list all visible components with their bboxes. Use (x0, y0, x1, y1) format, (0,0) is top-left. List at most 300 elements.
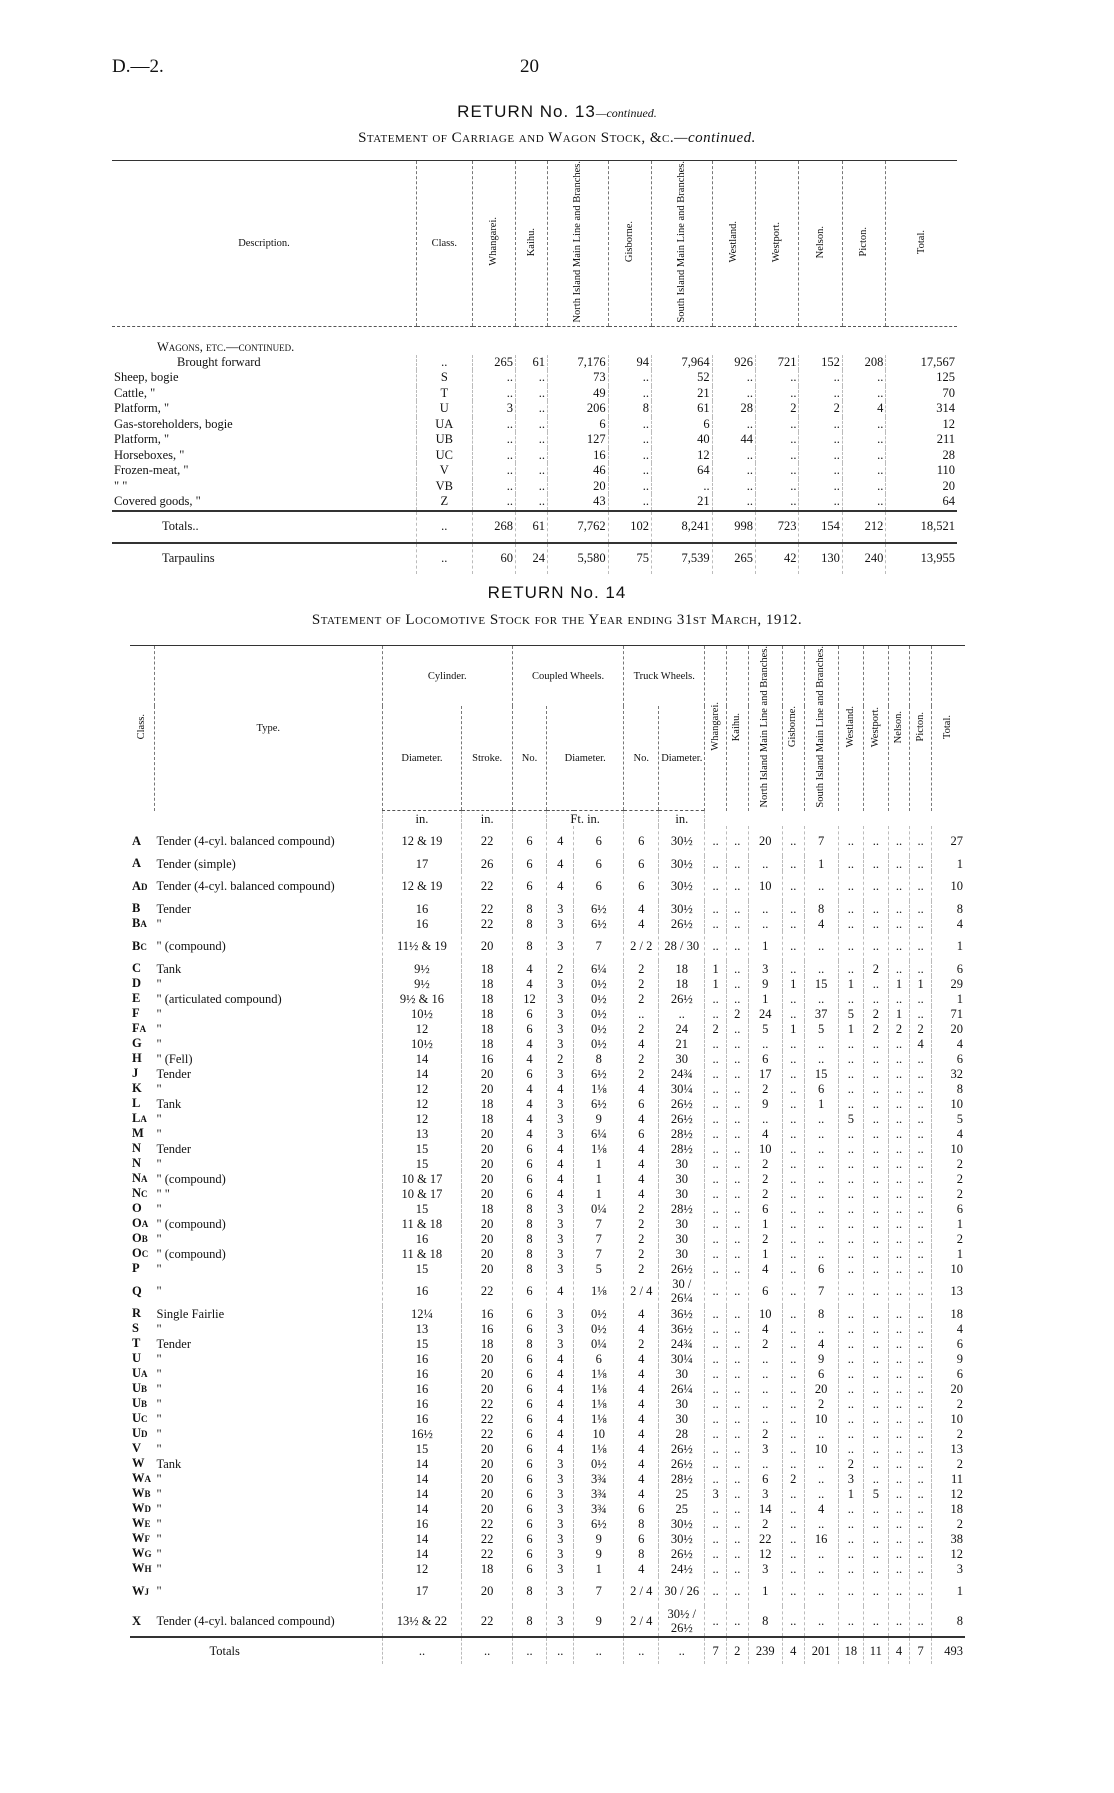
picton-cell: .. (910, 1171, 932, 1186)
north-island-cell: 3 (748, 1441, 782, 1456)
westport-cell: .. (864, 1516, 889, 1531)
value-cell: 208 (842, 355, 885, 371)
return-13-subtitle-suffix: —continued. (674, 130, 756, 146)
cylinder-diameter-cell: 17 (382, 856, 462, 871)
cylinder-diameter-cell: 13 (382, 1321, 462, 1336)
class-letter: X (132, 1613, 142, 1628)
coupled-no-cell: 8 (512, 1201, 546, 1216)
cylinder-diameter-cell: 10½ (382, 1006, 462, 1021)
coupled-no-cell: 6 (512, 1456, 546, 1471)
cylinder-diameter-cell: .. (382, 1637, 462, 1664)
class-cell (130, 1111, 155, 1126)
westland-cell: .. (838, 916, 863, 931)
south-island-cell: 4 (804, 1501, 838, 1516)
whangarei-cell: .. (705, 901, 727, 916)
coupled-no-cell: 6 (512, 1276, 546, 1306)
north-island-cell: 8 (748, 1606, 782, 1637)
coupled-ft-cell: 4 (547, 1381, 574, 1396)
whangarei-cell: .. (705, 1576, 727, 1606)
whangarei-cell: .. (705, 1411, 727, 1426)
gisborne-cell: .. (782, 1426, 804, 1441)
truck-no-cell: 8 (624, 1546, 659, 1561)
coupled-no-cell: 4 (512, 1036, 546, 1051)
class-letter: A (132, 833, 142, 848)
nelson-cell: .. (888, 991, 910, 1006)
class-cell: VB (417, 479, 473, 495)
class-cell (130, 871, 155, 901)
class-letter: W (132, 1471, 145, 1486)
class-letter: P (132, 1261, 140, 1276)
coupled-no-cell: 6 (512, 1186, 546, 1201)
total-cell: 29 (931, 976, 965, 991)
picton-cell: .. (910, 1576, 932, 1606)
class-cell (130, 826, 155, 856)
class-suffix: D (144, 1504, 151, 1515)
coupled-no-cell: 8 (512, 1246, 546, 1261)
truck-no-cell: 2 / 2 (624, 931, 659, 961)
picton-cell: .. (910, 931, 932, 961)
truck-diameter-cell: 26½ (659, 1096, 705, 1111)
coupled-in-cell: 1⅛ (574, 1366, 624, 1381)
coupled-ft-cell: 3 (547, 1216, 574, 1231)
value-cell: 8 (608, 401, 651, 417)
coupled-in-cell: 3¾ (574, 1501, 624, 1516)
north-island-cell: 1 (748, 1576, 782, 1606)
coupled-ft-cell: 4 (547, 856, 574, 871)
truck-diameter-cell: 30 (659, 1411, 705, 1426)
coupled-no-cell: 8 (512, 916, 546, 931)
kaihu-cell: .. (726, 1561, 748, 1576)
south-island-cell: .. (804, 871, 838, 901)
value-cell: 43 (548, 494, 609, 511)
picton-cell: .. (910, 871, 932, 901)
total-cell: 12 (931, 1486, 965, 1501)
truck-no-cell: 4 (624, 1366, 659, 1381)
coupled-in-cell: 1⅛ (574, 1081, 624, 1096)
return-13-title (0, 102, 1114, 122)
kaihu-cell: .. (726, 901, 748, 916)
total-cell: 2 (931, 1516, 965, 1531)
coupled-ft-cell: 3 (547, 931, 574, 961)
class-cell (130, 1516, 155, 1531)
class-cell (130, 1576, 155, 1606)
unit-label: Ft. in. (547, 811, 624, 827)
westland-cell: .. (838, 1186, 863, 1201)
carriage-wagon-stock-table (112, 160, 957, 574)
type-cell: Tender (4-cyl. balanced compound) (156, 1614, 335, 1629)
coupled-in-cell: 1⅛ (574, 1411, 624, 1426)
gisborne-cell: .. (782, 1261, 804, 1276)
value-cell: .. (712, 417, 755, 433)
table-row (130, 1321, 965, 1336)
picton-cell: .. (910, 916, 932, 931)
value-cell: .. (608, 370, 651, 386)
north-island-cell: .. (748, 916, 782, 931)
type-cell: " (156, 1561, 162, 1576)
class-cell (130, 916, 155, 931)
north-island-cell: 6 (748, 1201, 782, 1216)
value-cell: 16 (548, 448, 609, 464)
coupled-ft-cell: 3 (547, 1456, 574, 1471)
coupled-ft-cell: 3 (547, 1021, 574, 1036)
south-island-cell: 6 (804, 1081, 838, 1096)
westland-cell: .. (838, 1246, 863, 1261)
value-cell: 61 (516, 355, 548, 371)
gisborne-cell: .. (782, 1441, 804, 1456)
value-cell: .. (799, 494, 842, 511)
cylinder-diameter-cell: 15 (382, 1261, 462, 1276)
picton-cell: .. (910, 1471, 932, 1486)
coupled-ft-cell: 3 (547, 1126, 574, 1141)
value-cell: 7,762 (548, 511, 609, 543)
class-cell (130, 901, 155, 916)
westland-cell: .. (838, 1426, 863, 1441)
stroke-cell: 22 (462, 1546, 513, 1561)
gisborne-cell: .. (782, 1006, 804, 1021)
coupled-no-cell: 6 (512, 1381, 546, 1396)
col-truck-no: No. (624, 706, 659, 811)
westland-cell: .. (838, 931, 863, 961)
type-cell: " (156, 1111, 162, 1126)
coupled-in-cell: 9 (574, 1606, 624, 1637)
value-cell: .. (842, 432, 885, 448)
table-row (130, 1201, 965, 1216)
south-island-cell: .. (804, 1561, 838, 1576)
col-district (804, 646, 838, 811)
truck-diameter-cell: 30 (659, 1231, 705, 1246)
value-cell: .. (712, 479, 755, 495)
class-suffix: A (141, 1369, 148, 1380)
stroke-cell: 22 (462, 1516, 513, 1531)
coupled-in-cell: 9 (574, 1546, 624, 1561)
class-cell (130, 961, 155, 976)
truck-no-cell: 4 (624, 1471, 659, 1486)
total-cell: 6 (931, 1366, 965, 1381)
col-district (726, 646, 748, 811)
table-row (130, 1396, 965, 1411)
total-cell: 4 (931, 1036, 965, 1051)
westport-cell: .. (864, 1576, 889, 1606)
class-letter: B (132, 916, 141, 931)
westport-cell: .. (864, 1126, 889, 1141)
kaihu-cell: .. (726, 1171, 748, 1186)
coupled-ft-cell: 4 (547, 1186, 574, 1201)
col-district (931, 646, 965, 811)
total-cell: 9 (931, 1351, 965, 1366)
cylinder-diameter-cell: 14 (382, 1471, 462, 1486)
westland-cell: .. (838, 826, 863, 856)
nelson-cell: .. (888, 1501, 910, 1516)
table-row (130, 856, 965, 871)
coupled-no-cell: 6 (512, 1411, 546, 1426)
north-island-cell: 2 (748, 1426, 782, 1441)
westport-cell: .. (864, 1561, 889, 1576)
table-row (130, 976, 965, 991)
gisborne-cell: .. (782, 931, 804, 961)
unit-label: in. (462, 811, 513, 827)
class-cell: UC (417, 448, 473, 464)
table-row (112, 479, 957, 495)
coupled-in-cell: 1⅛ (574, 1381, 624, 1396)
truck-diameter-cell: 28½ (659, 1471, 705, 1486)
gisborne-cell: .. (782, 1036, 804, 1051)
value-cell: 127 (548, 432, 609, 448)
type-cell: " (156, 1036, 162, 1051)
truck-no-cell: 2 (624, 991, 659, 1006)
class-letter: O (132, 1231, 142, 1246)
coupled-in-cell: 9 (574, 1531, 624, 1546)
truck-diameter-cell: 30 (659, 1246, 705, 1261)
cylinder-diameter-cell: 11 & 18 (382, 1216, 462, 1231)
cylinder-diameter-cell: 12 & 19 (382, 871, 462, 901)
kaihu-cell: .. (726, 1231, 748, 1246)
coupled-no-cell: 6 (512, 1426, 546, 1441)
kaihu-cell: .. (726, 1411, 748, 1426)
coupled-no-cell: 6 (512, 1501, 546, 1516)
north-island-cell: .. (748, 1381, 782, 1396)
westport-cell: .. (864, 1201, 889, 1216)
table-row (112, 355, 957, 371)
col-header-label: Whangarei. (487, 217, 499, 267)
truck-no-cell: 2 (624, 1231, 659, 1246)
coupled-no-cell: 6 (512, 1351, 546, 1366)
north-island-cell: 1 (748, 1216, 782, 1231)
westland-cell: .. (838, 856, 863, 871)
col-cylinder-stroke: Stroke. (462, 706, 513, 811)
class-cell (130, 1366, 155, 1381)
cylinder-diameter-cell: 11½ & 19 (382, 931, 462, 961)
coupled-in-cell: 1 (574, 1156, 624, 1171)
table-row (130, 1006, 965, 1021)
truck-diameter-cell: 30 / 26 (659, 1576, 705, 1606)
type-cell: Tender (simple) (156, 856, 236, 871)
value-cell: .. (472, 494, 515, 511)
total-cell: 11 (931, 1471, 965, 1486)
table-row (130, 1126, 965, 1141)
westland-cell: .. (838, 1516, 863, 1531)
truck-diameter-cell: 18 (659, 976, 705, 991)
table-row (130, 931, 965, 961)
coupled-in-cell: 6 (574, 1351, 624, 1366)
truck-diameter-cell: 24¾ (659, 1066, 705, 1081)
westland-cell: .. (838, 871, 863, 901)
total-cell: 4 (931, 1126, 965, 1141)
coupled-ft-cell: 4 (547, 826, 574, 856)
coupled-no-cell: 8 (512, 931, 546, 961)
westland-cell: .. (838, 1411, 863, 1426)
kaihu-cell: .. (726, 1351, 748, 1366)
description-cell: Platform, " (114, 401, 170, 416)
truck-no-cell: 2 (624, 1246, 659, 1261)
coupled-in-cell: 7 (574, 1246, 624, 1261)
whangarei-cell: 1 (705, 961, 727, 976)
total-cell: 32 (931, 1066, 965, 1081)
kaihu-cell: .. (726, 976, 748, 991)
westport-cell: .. (864, 1156, 889, 1171)
col-district-label: Whangarei. (709, 702, 721, 752)
north-island-cell: 12 (748, 1546, 782, 1561)
coupled-no-cell: 6 (512, 1471, 546, 1486)
coupled-no-cell: 4 (512, 961, 546, 976)
description-cell: Sheep, bogie (114, 370, 179, 385)
nelson-cell: .. (888, 1561, 910, 1576)
truck-diameter-cell: 30 (659, 1216, 705, 1231)
coupled-in-cell: 1⅛ (574, 1141, 624, 1156)
westport-cell: .. (864, 976, 889, 991)
gisborne-cell: .. (782, 1141, 804, 1156)
gisborne-cell: .. (782, 916, 804, 931)
coupled-no-cell: 6 (512, 856, 546, 871)
north-island-cell: 4 (748, 1126, 782, 1141)
type-cell: " (156, 1321, 162, 1336)
south-island-cell: 201 (804, 1637, 838, 1664)
gisborne-cell: .. (782, 1276, 804, 1306)
coupled-in-cell: 6½ (574, 1096, 624, 1111)
coupled-no-cell: 6 (512, 1441, 546, 1456)
class-cell (130, 1201, 155, 1216)
nelson-cell: .. (888, 1111, 910, 1126)
class-cell (130, 1171, 155, 1186)
picton-cell: .. (910, 1441, 932, 1456)
nelson-cell: .. (888, 1156, 910, 1171)
north-island-cell: .. (748, 901, 782, 916)
whangarei-cell: .. (705, 1111, 727, 1126)
table-row (130, 1516, 965, 1531)
value-cell: .. (472, 479, 515, 495)
coupled-in-cell: 0½ (574, 1456, 624, 1471)
value-cell: 721 (756, 355, 799, 371)
nelson-cell: .. (888, 1081, 910, 1096)
total-cell: 8 (931, 1606, 965, 1637)
truck-no-cell: 4 (624, 1186, 659, 1201)
cylinder-diameter-cell: 13½ & 22 (382, 1606, 462, 1637)
stroke-cell: 20 (462, 1366, 513, 1381)
whangarei-cell: .. (705, 826, 727, 856)
nelson-cell: .. (888, 931, 910, 961)
value-cell: 2 (756, 401, 799, 417)
whangarei-cell: .. (705, 1126, 727, 1141)
coupled-ft-cell: 3 (547, 1246, 574, 1261)
coupled-ft-cell: 4 (547, 1411, 574, 1426)
type-cell: " (156, 1156, 162, 1171)
westport-cell: .. (864, 1186, 889, 1201)
gisborne-cell: .. (782, 1606, 804, 1637)
cylinder-diameter-cell: 16 (382, 1351, 462, 1366)
section-label: Wagons, etc.—continued. (157, 339, 295, 354)
value-cell: 64 (652, 463, 713, 479)
stroke-cell: 18 (462, 991, 513, 1006)
truck-diameter-cell: 30 (659, 1156, 705, 1171)
cylinder-diameter-cell: 16 (382, 1276, 462, 1306)
nelson-cell: .. (888, 1261, 910, 1276)
kaihu-cell: .. (726, 1216, 748, 1231)
stroke-cell: 20 (462, 1381, 513, 1396)
table-row (130, 1231, 965, 1246)
whangarei-cell: .. (705, 1501, 727, 1516)
coupled-in-cell: 1⅛ (574, 1396, 624, 1411)
value-cell: 5,580 (548, 543, 609, 574)
south-island-cell: 8 (804, 901, 838, 916)
truck-no-cell: 4 (624, 1456, 659, 1471)
cylinder-diameter-cell: 10½ (382, 1036, 462, 1051)
truck-no-cell: 2 / 4 (624, 1276, 659, 1306)
north-island-cell: 2 (748, 1171, 782, 1186)
north-island-cell: 22 (748, 1531, 782, 1546)
value-cell: 152 (799, 355, 842, 371)
value-cell: .. (712, 448, 755, 464)
cylinder-diameter-cell: 16 (382, 1411, 462, 1426)
westland-cell: .. (838, 1561, 863, 1576)
nelson-cell: .. (888, 1486, 910, 1501)
total-cell: 6 (931, 1051, 965, 1066)
whangarei-cell: .. (705, 1366, 727, 1381)
coupled-no-cell: 6 (512, 871, 546, 901)
class-cell (130, 1096, 155, 1111)
description-cell: Frozen-meat, " (114, 463, 189, 478)
coupled-no-cell: 6 (512, 1171, 546, 1186)
class-cell (130, 1561, 155, 1576)
south-island-cell: .. (804, 1051, 838, 1066)
coupled-no-cell: 8 (512, 901, 546, 916)
westport-cell: .. (864, 1081, 889, 1096)
value-cell: .. (516, 448, 548, 464)
total-cell: 10 (931, 1411, 965, 1426)
class-cell (130, 1411, 155, 1426)
cylinder-diameter-cell: 16 (382, 1366, 462, 1381)
gisborne-cell: 1 (782, 1021, 804, 1036)
stroke-cell: 22 (462, 1396, 513, 1411)
westland-cell: .. (838, 1441, 863, 1456)
stroke-cell: 22 (462, 1531, 513, 1546)
class-letter: G (132, 1036, 142, 1051)
table-row (130, 1096, 965, 1111)
stroke-cell: 20 (462, 1126, 513, 1141)
class-letter: N (132, 1141, 142, 1156)
coupled-in-cell: 10 (574, 1426, 624, 1441)
westport-cell: .. (864, 1216, 889, 1231)
col-truck-diameter: Diameter. (659, 706, 705, 811)
table-row (130, 1051, 965, 1066)
return-14-title: RETURN No. 14 (487, 583, 627, 602)
coupled-in-cell: 6¼ (574, 1126, 624, 1141)
whangarei-cell: .. (705, 1141, 727, 1156)
westport-cell: .. (864, 916, 889, 931)
nelson-cell: .. (888, 1246, 910, 1261)
coupled-no-cell: 6 (512, 1396, 546, 1411)
truck-no-cell: 2 (624, 976, 659, 991)
value-cell: 40 (652, 432, 713, 448)
value-cell: .. (756, 463, 799, 479)
table-row (130, 916, 965, 931)
cylinder-diameter-cell: 16 (382, 1516, 462, 1531)
gisborne-cell: .. (782, 1246, 804, 1261)
coupled-ft-cell: 2 (547, 1051, 574, 1066)
nelson-cell: .. (888, 901, 910, 916)
picton-cell: .. (910, 1096, 932, 1111)
total-cell: 20 (931, 1021, 965, 1036)
gisborne-cell: .. (782, 1186, 804, 1201)
westport-cell: .. (864, 1396, 889, 1411)
class-cell (130, 1336, 155, 1351)
nelson-cell: .. (888, 1036, 910, 1051)
type-cell: " (156, 1351, 162, 1366)
south-island-cell: 15 (804, 1066, 838, 1081)
westland-cell: .. (838, 1321, 863, 1336)
class-cell: V (417, 463, 473, 479)
total-cell: 1 (931, 931, 965, 961)
gisborne-cell: .. (782, 1051, 804, 1066)
col-type: Type. (155, 646, 383, 811)
